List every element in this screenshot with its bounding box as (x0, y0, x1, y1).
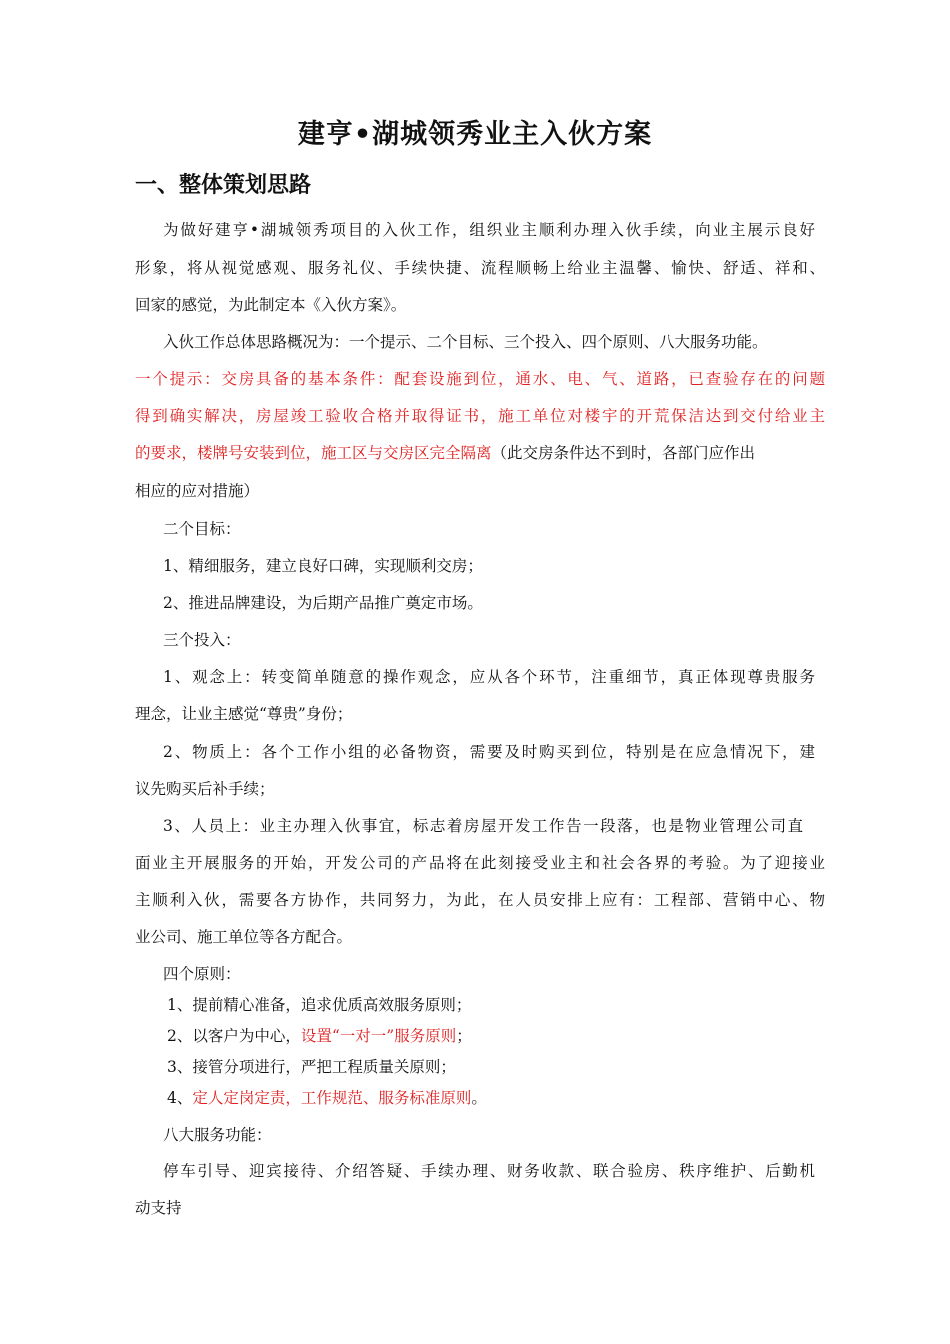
principle-3: 3、接管分项进行，严把工程质量关原则； (167, 1058, 456, 1076)
input-1-line-1: 1、观念上：转变简单随意的操作观念，应从各个环节，注重细节，真正体现尊贵服务 (163, 668, 815, 686)
principle-4-end: 。 (471, 1089, 487, 1107)
goal-1: 1、精细服务，建立良好口碑，实现顺利交房； (163, 557, 483, 575)
tip-line-3-black: （此交房条件达不到时，各部门应作出 (491, 444, 756, 462)
functions-line-2: 动支持 (135, 1199, 182, 1217)
principle-2-highlight: 设置“一对一”服务原则 (300, 1027, 457, 1045)
document-title: 建亨•湖城领秀业主入伙方案 (297, 119, 653, 150)
overview-line: 入伙工作总体思路概况为：一个提示、二个目标、三个投入、四个原则、八大服务功能。 (163, 333, 768, 351)
functions-heading: 八大服务功能： (163, 1126, 272, 1144)
input-2-line-1: 2、物质上：各个工作小组的必备物资，需要及时购买到位，特别是在应急情况下，建 (163, 743, 815, 761)
principle-2-text: 2、以客户为中心， (167, 1027, 301, 1045)
input-1-line-2: 理念，让业主感觉“尊贵”身份； (135, 705, 353, 723)
intro-line-2: 形象，将从视觉感观、服务礼仪、手续快捷、流程顺畅上给业主温馨、愉快、舒适、祥和、 (135, 259, 825, 277)
tip-line-3 (135, 442, 825, 464)
inputs-heading: 三个投入： (163, 631, 241, 649)
intro-line-3: 回家的感觉，为此制定本《入伙方案》。 (135, 296, 407, 314)
tip-line-4: 相应的应对措施） (135, 482, 260, 500)
principles-heading: 四个原则： (163, 965, 241, 983)
principle-4-highlight: 定人定岗定责，工作规范、服务标准原则 (192, 1089, 472, 1107)
tip-line-1: 一个提示：交房具备的基本条件：配套设施到位，通水、电、气、道路，已查验存在的问题 (135, 370, 825, 388)
input-3-line-4: 业公司、施工单位等各方配合。 (135, 928, 353, 946)
input-3-line-1: 3、人员上：业主办理入伙事宜，标志着房屋开发工作告一段落，也是物业管理公司直 (163, 817, 803, 835)
principle-1: 1、提前精心准备，追求优质高效服务原则； (167, 996, 472, 1014)
intro-line-1: 为做好建亨•湖城领秀项目的入伙工作，组织业主顺利办理入伙手续，向业主展示良好 (163, 221, 815, 239)
input-2-line-2: 议先购买后补手续； (135, 780, 275, 798)
principle-4-text: 4、 (167, 1089, 193, 1107)
functions-line-1: 停车引导、迎宾接待、介绍答疑、手续办理、财务收款、联合验房、秩序维护、后勤机 (163, 1162, 815, 1180)
section-heading: 一、整体策划思路 (135, 173, 312, 198)
input-3-line-3: 主顺利入伙，需要各方协作，共同努力，为此，在人员安排上应有：工程部、营销中心、物 (135, 891, 825, 909)
tip-line-3-red: 的要求，楼牌号安装到位，施工区与交房区完全隔离 (135, 444, 492, 462)
principle-4 (167, 1087, 857, 1109)
principle-2 (167, 1025, 857, 1047)
goal-2: 2、推进品牌建设，为后期产品推广奠定市场。 (163, 594, 483, 612)
goals-heading: 二个目标： (163, 520, 241, 538)
input-3-line-2: 面业主开展服务的开始，开发公司的产品将在此刻接受业主和社会各界的考验。为了迎接业 (135, 854, 825, 872)
principle-2-end: ； (456, 1027, 472, 1045)
tip-line-2: 得到确实解决，房屋竣工验收合格并取得证书，施工单位对楼宇的开荒保洁达到交付给业主 (135, 407, 825, 425)
